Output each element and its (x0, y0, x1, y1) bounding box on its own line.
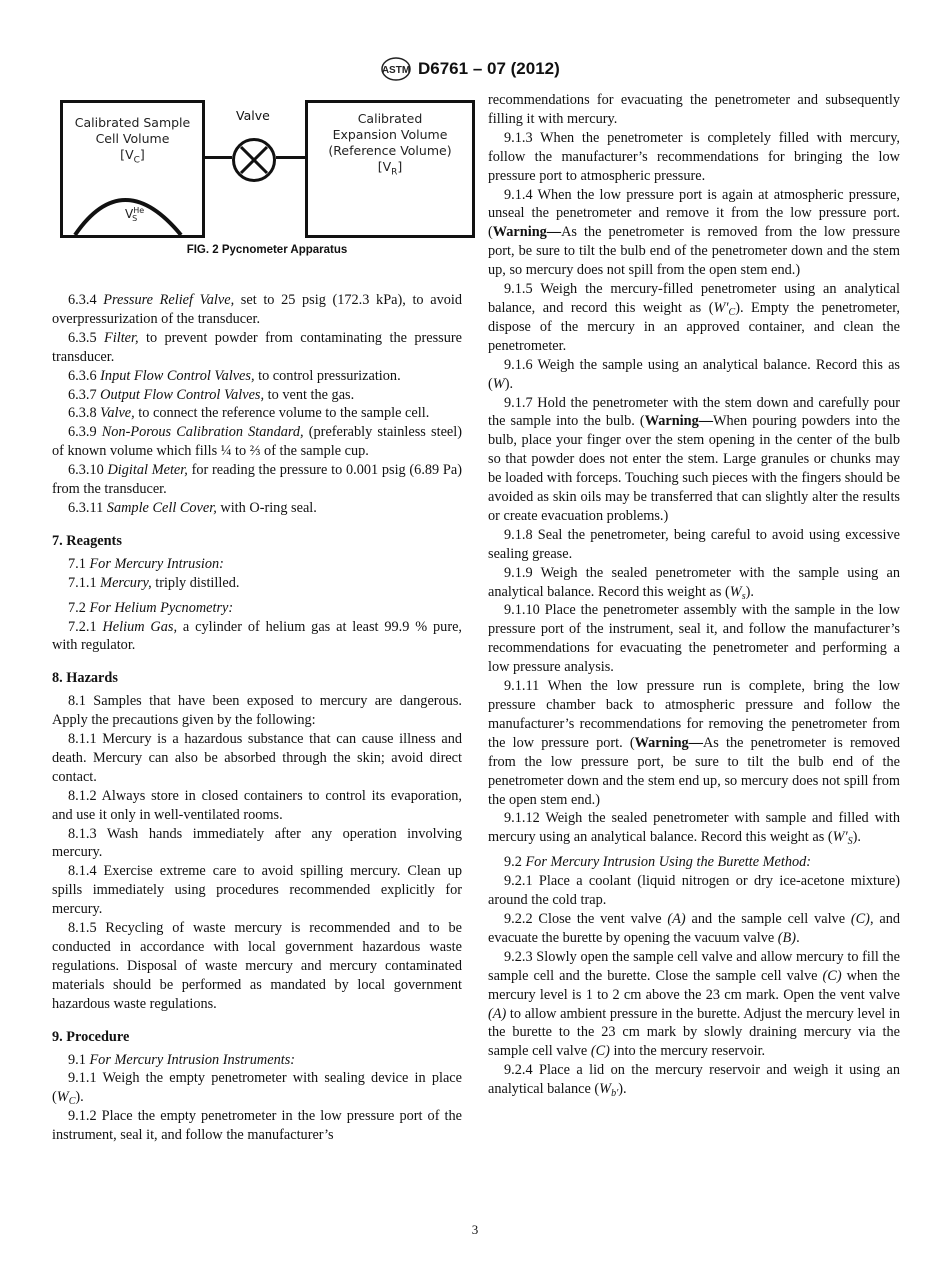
text-run: and the sample cell valve (685, 910, 851, 927)
right-column (488, 91, 900, 1099)
text-run: W (729, 583, 742, 600)
text-run: 9.1.1 Weigh the empty penetrometer with sealing device in place ( (52, 1070, 462, 1106)
text-run: 9.1.12 Weigh the sealed penetrometer with sample and filled with mercury using an analytical balance. Record this weight as ( (488, 810, 900, 846)
paragraph (52, 919, 462, 1014)
paragraph (52, 599, 462, 618)
text-run: s (741, 590, 746, 602)
text-run: Valve, (100, 405, 135, 422)
figure-caption: FIG. 2 Pycnometer Apparatus (186, 244, 348, 256)
text-run: 9.2.4 Place a lid on the mercury reservoir and weigh it using an analytical balance ( (488, 1062, 900, 1098)
text-run: (C) (590, 1043, 610, 1060)
paragraph (52, 1107, 462, 1145)
text-run: to vent the gas. (264, 386, 355, 403)
text-run: 8. Hazards (52, 670, 118, 687)
figure-pycnometer-apparatus (52, 96, 482, 266)
paragraph (488, 1061, 900, 1099)
text-run: 7.1.1 (68, 574, 101, 591)
text-run: ). (618, 1081, 627, 1098)
valve-label: Valve (236, 108, 270, 123)
text-run: 8.1.5 Recycling of waste mercury is recommended and to be conducted in accordance with local government hazardous waste regulations. Disposal of waste mercury and mercury contaminated materials should be performed as mandated by local government hazardous waste regulations. (52, 920, 462, 1012)
text-run: 6.3.7 (68, 386, 101, 403)
text-run: 8.1.1 Mercury is a hazardous substance that can cause illness and death. Mercury can also be absorbed through the skin; avoid direct contact. (52, 731, 462, 785)
text-run: ). (504, 375, 514, 392)
text-run: 6.3.10 (68, 462, 108, 479)
page-number: 3 (471, 1222, 479, 1237)
text-run: 9.2.2 Close the vent valve (504, 910, 668, 927)
text-run: 9.1.7 Hold the penetrometer with the stem down and carefully pour the sample into the bulb. ( (488, 394, 900, 430)
box-label: (Reference Volume) (328, 143, 452, 158)
text-run: to connect the reference volume to the sample cell. (134, 405, 430, 422)
text-run: b′ (611, 1088, 619, 1100)
text-run: 6.3.9 (68, 424, 102, 441)
text-run: for reading the pressure to 0.001 psig (6.89 Pa) from the transducer. (52, 462, 462, 498)
text-run: 6.3.5 (68, 329, 105, 346)
text-run: ). Empty the penetrometer, dispose of the mercury in an approved container, and clean the penetrometer. (488, 299, 900, 354)
paragraph (52, 618, 462, 656)
section-heading (52, 669, 462, 688)
paragraph (52, 367, 462, 386)
text-run: 9.2.3 Slowly open the sample cell valve and allow mercury to fill the sample cell and the burette. Close the sample cell valve (488, 948, 900, 984)
text-run: Filter, (104, 329, 139, 346)
text-run: Input Flow Control Valves, (100, 367, 255, 384)
svg-text:ASTM: ASTM (381, 65, 411, 76)
page-header (380, 56, 560, 82)
text-run: W′ (713, 299, 729, 316)
box-label: Expansion Volume (332, 127, 448, 142)
text-run: (preferably stainless steel) of known volume which fills ¼ to ⅔ of the sample cup. (52, 424, 462, 460)
text-run: 8.1.3 Wash hands immediately after any operation involving mercury. (52, 825, 462, 861)
text-run: Warning— (492, 224, 562, 241)
text-run: 9.2.1 Place a coolant (liquid nitrogen or dry ice-acetone mixture) around the cold trap. (488, 873, 900, 909)
text-run: Pressure Relief Valve, (103, 292, 235, 308)
box-label: Calibrated Sample (74, 115, 191, 130)
text-run: Warning— (634, 734, 703, 751)
text-run: 7.2 (68, 599, 90, 616)
text-run: W (599, 1081, 612, 1098)
text-run: recommendations for evacuating the penetrometer and subsequently filling it with mercury. (488, 92, 900, 127)
text-run: 6.3.4 (68, 292, 104, 308)
paragraph (488, 910, 900, 948)
paragraph (488, 394, 900, 526)
text-run: Warning— (644, 413, 714, 430)
paragraph (488, 129, 900, 186)
text-run: (C) (822, 967, 842, 984)
paragraph (488, 356, 900, 394)
text-run: C (68, 1096, 76, 1108)
paragraph (52, 329, 462, 367)
paragraph (52, 1069, 462, 1107)
text-run: to allow ambient pressure in the burette. Adjust the mercury level in the burette to the 23 cm mark by slowly draining mercury via the sample cell valve (488, 1005, 900, 1060)
paragraph (52, 862, 462, 919)
paragraph (488, 91, 900, 129)
paragraph (52, 787, 462, 825)
text-run: Output Flow Control Valves, (100, 386, 265, 403)
text-run: with O-ring seal. (216, 499, 317, 516)
paragraph (52, 461, 462, 499)
text-run: For Mercury Intrusion: (89, 555, 224, 572)
text-run: Mercury, (100, 574, 152, 591)
text-run: 9.1.10 Place the penetrometer assembly with the sample in the low pressure port of the instrument, seal it, and follow the manufacturer’s recommendations for evacuating the penetrometer and performing a low pressure analysis. (488, 602, 900, 676)
connector-line (276, 156, 305, 159)
text-run: 8.1 Samples that have been exposed to mercury are dangerous. Apply the precautions given by the following: (52, 693, 462, 729)
text-run: 8.1.2 Always store in closed containers to control its evaporation, and use it only in well-ventilated rooms. (52, 787, 462, 823)
text-run: set to 25 psig (172.3 kPa), to avoid overpressurization of the transducer. (52, 292, 462, 327)
text-run: a cylinder of helium gas at least 99.9 % pure, with regulator. (52, 618, 463, 654)
text-run: when the mercury level is 1 to 2 cm above the 23 cm mark. Open the vent valve (488, 967, 900, 1003)
paragraph (52, 423, 462, 461)
valve-icon (232, 138, 276, 182)
paragraph (488, 564, 900, 602)
text-run: Sample Cell Cover, (106, 499, 217, 516)
text-run: to prevent powder from contaminating the pressure transducer. (52, 329, 462, 365)
sample-cell-box (60, 100, 205, 238)
text-run: (B) (777, 929, 797, 946)
vr-symbol: $[V_R]$ (377, 159, 403, 178)
document-designation: D6761 – 07 (2012) (418, 59, 560, 78)
text-run: 7. Reagents (52, 532, 122, 549)
text-run: W (56, 1089, 69, 1106)
box-label: Cell Volume (95, 131, 170, 146)
text-run: 9.2 (504, 854, 526, 871)
text-run: 6.3.8 (68, 405, 101, 422)
text-run: For Helium Pycnometry: (89, 599, 234, 616)
paragraph (52, 291, 462, 329)
text-run: For Mercury Intrusion Using the Burette Method: (525, 854, 812, 871)
paragraph (52, 555, 462, 574)
text-run: 9.1 (68, 1051, 90, 1068)
text-run: (C) (850, 910, 870, 927)
paragraph (488, 872, 900, 910)
paragraph (52, 730, 462, 787)
text-run: triply distilled. (151, 574, 240, 591)
paragraph (488, 809, 900, 847)
text-run: Helium Gas, (102, 618, 178, 635)
text-run: As the penetrometer is removed from the low pressure port, be sure to tilt the bulb end of the penetrometer down and the stem end up, so mercury does not spill from the open stem end.) (488, 734, 901, 808)
text-run: (A) (667, 910, 686, 927)
text-run: . (796, 929, 800, 946)
connector-line (205, 156, 232, 159)
paragraph (52, 386, 462, 405)
text-run: S (847, 836, 853, 848)
paragraph (488, 526, 900, 564)
text-run: , and evacuate the burette by opening the vacuum valve (488, 910, 900, 946)
paragraph (52, 825, 462, 863)
text-run: When pouring powders into the bulb, place your finger over the stem opening in the center of the bulb so that powder does not enter the stem. Large granules or chunks may be loaded with forceps. Touching such pieces with the fingers should be avoided as skin oils may be transferred that can slightly alter the results or create evacuation problems.) (488, 413, 901, 524)
box-label: Calibrated (357, 111, 423, 126)
paragraph (52, 404, 462, 423)
paragraph (488, 601, 900, 677)
expansion-volume-box (305, 100, 475, 238)
text-run: 9.1.5 Weigh the mercury-filled penetrometer using an analytical balance, and record this weight as ( (488, 281, 900, 316)
text-run: ). (852, 829, 861, 846)
text-run: 9.1.11 When the low pressure run is complete, bring the low pressure chamber back to atmospheric pressure and follow the manufacturer’s recommendations for removing the penetrometer from the low pressure port. ( (488, 678, 900, 751)
section-heading (52, 1028, 462, 1047)
text-run: As the penetrometer is removed from the low pressure port, be sure to tilt the bulb end of the penetrometer down and the stem up, so mercury does not spill from the open stem end.) (488, 224, 900, 279)
paragraph (52, 574, 462, 593)
text-run: Non-Porous Calibration Standard, (101, 424, 304, 441)
paragraph (488, 948, 900, 1061)
text-run: C (728, 306, 736, 318)
section-heading (52, 532, 462, 551)
paragraph (488, 853, 900, 872)
paragraph (488, 186, 900, 281)
astm-logo-icon (380, 56, 412, 82)
text-run: 9.1.4 When the low pressure port is again at atmospheric pressure, unseal the penetrometer and remove it from the low pressure port. ( (488, 186, 900, 241)
text-run: W′ (832, 829, 848, 846)
text-run: 9.1.3 When the penetrometer is completely filled with mercury, follow the manufacturer’s recommendations for bringing the low pressure port to atmospheric pressure. (488, 129, 900, 184)
text-run: Digital Meter, (107, 462, 188, 479)
paragraph (52, 1051, 462, 1070)
vc-symbol: $[V_C]$ (120, 147, 145, 166)
text-run: ). (745, 583, 754, 600)
text-run: 9.1.2 Place the empty penetrometer in the low pressure port of the instrument, seal it, and follow the manufacturer’s (52, 1108, 462, 1144)
text-run: 7.2.1 (68, 618, 103, 635)
text-run: For Mercury Intrusion Instruments: (89, 1051, 296, 1068)
paragraph (52, 499, 462, 518)
text-run: to control pressurization. (254, 367, 401, 384)
left-column (52, 291, 462, 1145)
paragraph (488, 677, 900, 809)
text-run: 9.1.8 Seal the penetrometer, being careful to avoid using excessive sealing grease. (488, 526, 900, 562)
text-run: (A) (488, 1005, 507, 1022)
vs-he-symbol: $V^{He}_S$ (125, 206, 145, 224)
text-run: 9. Procedure (52, 1028, 130, 1045)
text-run: 7.1 (68, 555, 90, 572)
text-run: W (492, 375, 505, 392)
text-run: 8.1.4 Exercise extreme care to avoid spilling mercury. Clean up spills immediately using procedures recommended explicitly for mercury. (52, 863, 462, 918)
text-run: into the mercury reservoir. (609, 1043, 766, 1060)
paragraph (52, 692, 462, 730)
text-run: 9.1.9 Weigh the sealed penetrometer with the sample using an analytical balance. Record this weight as ( (488, 564, 900, 600)
text-run: 6.3.11 (68, 499, 107, 516)
paragraph (488, 280, 900, 356)
text-run: ). (75, 1089, 84, 1106)
text-run: 9.1.6 Weigh the sample using an analytical balance. Record this as ( (488, 356, 900, 392)
text-run: 6.3.6 (68, 367, 101, 384)
